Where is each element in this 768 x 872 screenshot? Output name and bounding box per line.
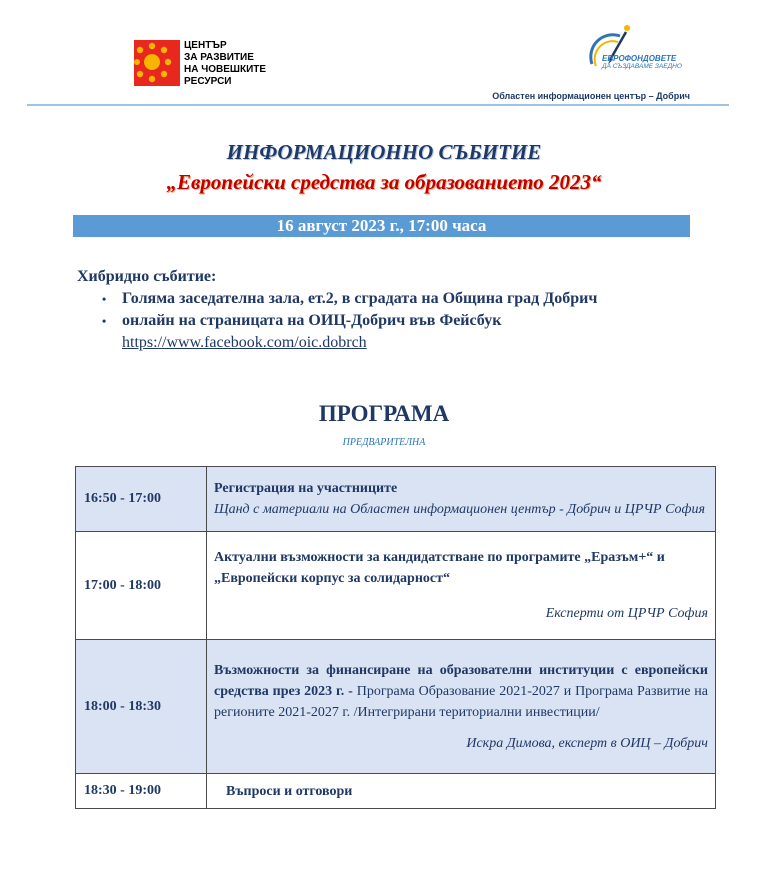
agenda-time: 18:00 - 18:30 [76,640,207,774]
hrdc-logo [134,40,294,88]
venue-item: • Голяма заседателна зала, ет.2, в сградата на Община град Добрич [102,288,597,310]
header-divider [27,104,729,106]
hybrid-label: Хибридно събитие: [77,268,217,285]
pen-arc-logo-icon [580,22,660,84]
event-title: ИНФОРМАЦИОННО СЪБИТИЕ [226,140,542,164]
online-item: • онлайн на страницата на ОИЦ-Добрич във Фейсбук https://www.facebook.com/oic.dobrch [102,310,597,354]
agenda-speaker: Експерти от ЦРЧР София [545,606,708,621]
agenda-time: 17:00 - 18:00 [76,532,207,640]
table-row [76,774,716,809]
info-center-name: Областен информационен център – Добрич [492,91,690,101]
agenda-speaker: Искра Димова, експерт в ОИЦ – Добрич [466,735,708,751]
program-subtitle: ПРЕДВАРИТЕЛНА [342,437,426,448]
hrdc-logo-text: ЦЕНТЪР ЗА РАЗВИТИЕ НА ЧОВЕШКИТЕ РЕСУРСИ [184,40,267,87]
table-row [76,640,716,774]
agenda-time: 18:30 - 19:00 [76,774,207,809]
eurofunds-logo-text: ЕВРОФОНДОВЕТЕ ДА СЪЗДАВАМЕ ЗАЕДНО [602,54,682,70]
facebook-link[interactable]: https://www.facebook.com/oic.dobrch [122,334,367,351]
agenda-description: Актуални възможности за кандидатстване по програмите „Еразъм+“ и „Европейски корпус за солидарност“ Експерти от ЦРЧР София [207,532,716,640]
program-title: ПРОГРАМА [318,401,450,426]
event-subtitle: „Европейски средства за образованието 2023“ [166,170,602,194]
agenda-table [75,466,716,809]
sun-logo-icon [134,40,180,86]
agenda-description: Възможности за финансиране на образователни институции с европейски средства през 2023 г. - Програма Образование 2021-2027 и Програма Развитие на регионите 2021-2027 г. /Интегрирани териториални инвестиции/ Искра Димова, експерт в ОИЦ – Добрич [207,640,716,774]
agenda-time: 16:50 - 17:00 [76,467,207,532]
agenda-description: Регистрация на участниците Щанд с материали на Областен информационен център - Добрич и ЦРЧР София [207,467,716,532]
event-date-banner: 16 август 2023 г., 17:00 часа [73,215,690,237]
eurofunds-logo [580,22,682,84]
table-row [76,467,716,532]
venue-list [102,288,597,354]
table-row [76,532,716,640]
agenda-description: Въпроси и отговори [207,774,716,809]
